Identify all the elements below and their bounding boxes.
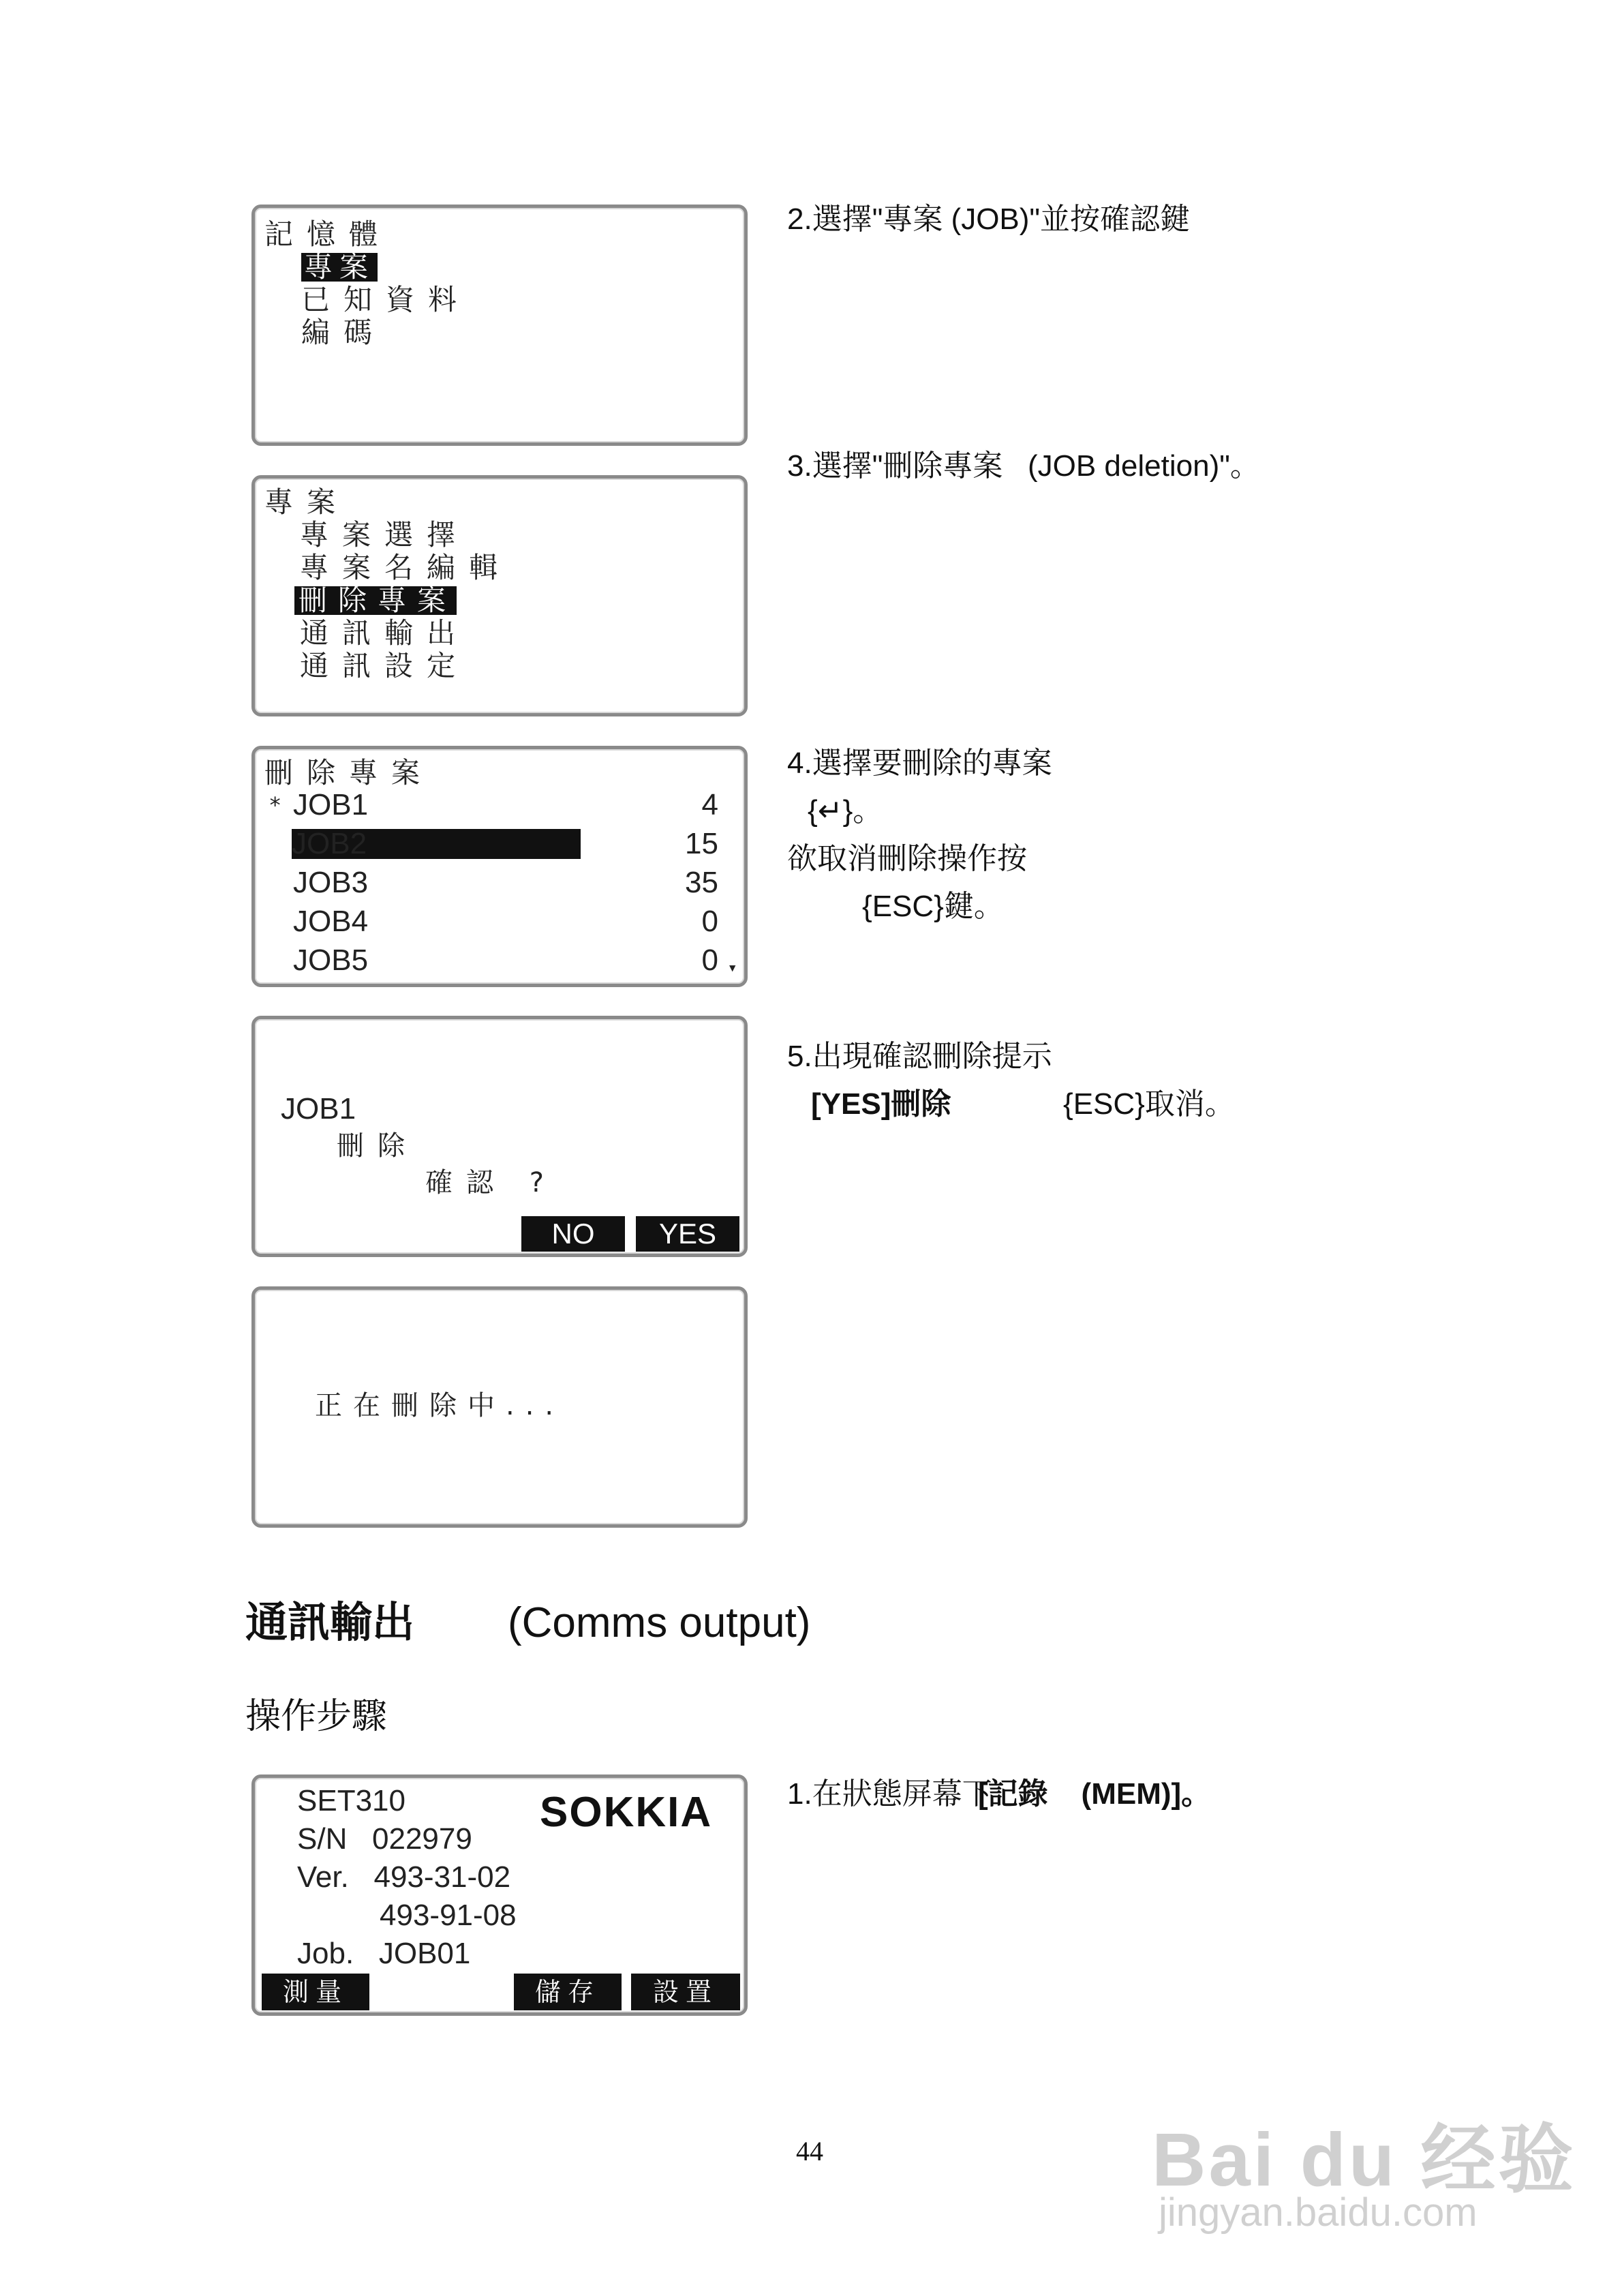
step-5-esc-text: {ESC}取消。: [1063, 1087, 1235, 1121]
confirm-prompt: 確認 ?: [425, 1167, 557, 1198]
watermark-url: jingyan.baidu.com: [1159, 2190, 1478, 2235]
memory-menu-screen: [251, 205, 748, 446]
mem-softkey[interactable]: 儲存: [514, 1974, 622, 2010]
no-button[interactable]: NO: [521, 1216, 625, 1252]
version-line-1: Ver. 493-31-02: [297, 1860, 511, 1894]
step-4-cancel-text: 欲取消刪除操作按: [787, 842, 1027, 875]
menu-item-comms-output[interactable]: 通訊輸出: [300, 616, 470, 650]
yes-button[interactable]: YES: [636, 1216, 739, 1252]
delete-label: 刪除: [337, 1130, 418, 1162]
job-menu-screen: [251, 475, 748, 716]
job-list-item[interactable]: JOB1: [293, 788, 369, 821]
step-2-text: 2.選擇"專案 (JOB)"並按確認鍵: [787, 202, 1191, 236]
job-list-item[interactable]: JOB3: [293, 866, 369, 899]
menu-item-known-data[interactable]: 已知資料: [301, 283, 471, 316]
delete-confirm-screen: [251, 1016, 748, 1257]
section-subtitle: 操作步驟: [245, 1697, 388, 1736]
job-list-item[interactable]: JOB4: [293, 905, 369, 938]
version-line-2: 493-91-08: [380, 1899, 517, 1932]
screen-title: 刪除專案: [264, 756, 434, 789]
section-title: 通訊輸出: [245, 1599, 415, 1646]
menu-item-code[interactable]: 編碼: [301, 316, 386, 349]
step-1-mem-key: [記錄 (MEM)]。: [978, 1777, 1212, 1811]
current-job-marker: *: [269, 792, 282, 818]
scroll-down-icon[interactable]: ▾: [727, 958, 737, 977]
serial-number: S/N 022979: [297, 1822, 472, 1856]
watermark-logo: Bai du 经验: [1152, 2118, 1576, 2202]
step-1-text: 1.在狀態屏幕下: [787, 1777, 992, 1811]
step-4-text: 4.選擇要刪除的專案: [787, 746, 1052, 780]
screen-title: 記憶體: [264, 217, 392, 251]
step-5-yes-text: [YES]刪除: [811, 1087, 951, 1121]
job-record-count: 0: [701, 905, 718, 938]
meas-softkey[interactable]: 測量: [262, 1974, 369, 2010]
job-record-count: 0: [701, 943, 718, 977]
deleting-screen: [251, 1286, 748, 1528]
job-record-count: 4: [701, 788, 718, 821]
job-record-count: 15: [685, 827, 718, 860]
brand-logo: SOKKIA: [540, 1789, 713, 1836]
job-record-count: 35: [685, 866, 718, 899]
cnfg-softkey[interactable]: 設置: [631, 1974, 740, 2010]
model-name: SET310: [297, 1784, 406, 1817]
section-title-en: (Comms output): [508, 1599, 811, 1646]
current-job: Job. JOB01: [297, 1937, 471, 1970]
menu-item-job[interactable]: 專案: [301, 253, 378, 282]
menu-item-job-name-edit[interactable]: 專案名編輯: [300, 551, 512, 584]
menu-item-job-selection[interactable]: 專案選擇: [300, 518, 470, 552]
job-list-item-selected[interactable]: JOB2: [292, 829, 581, 859]
deleting-message: 正在刪除中...: [315, 1390, 565, 1421]
job-list-item[interactable]: JOB5: [293, 943, 369, 977]
step-5-text: 5.出現確認刪除提示: [787, 1040, 1052, 1073]
step-4-enter-key: {↵}。: [808, 794, 883, 828]
step-3-text: 3.選擇"刪除專案 (JOB deletion)"。: [787, 449, 1260, 483]
screen-title: 專案: [264, 485, 350, 519]
job-deletion-screen: [251, 746, 748, 987]
step-4-esc-key: {ESC}鍵。: [862, 890, 1004, 923]
menu-item-job-deletion[interactable]: 刪除專案: [294, 586, 457, 615]
job-name: JOB1: [281, 1092, 356, 1126]
page-number: 44: [796, 2136, 823, 2166]
status-screen: [251, 1774, 748, 2016]
menu-item-comms-setup[interactable]: 通訊設定: [300, 649, 470, 682]
